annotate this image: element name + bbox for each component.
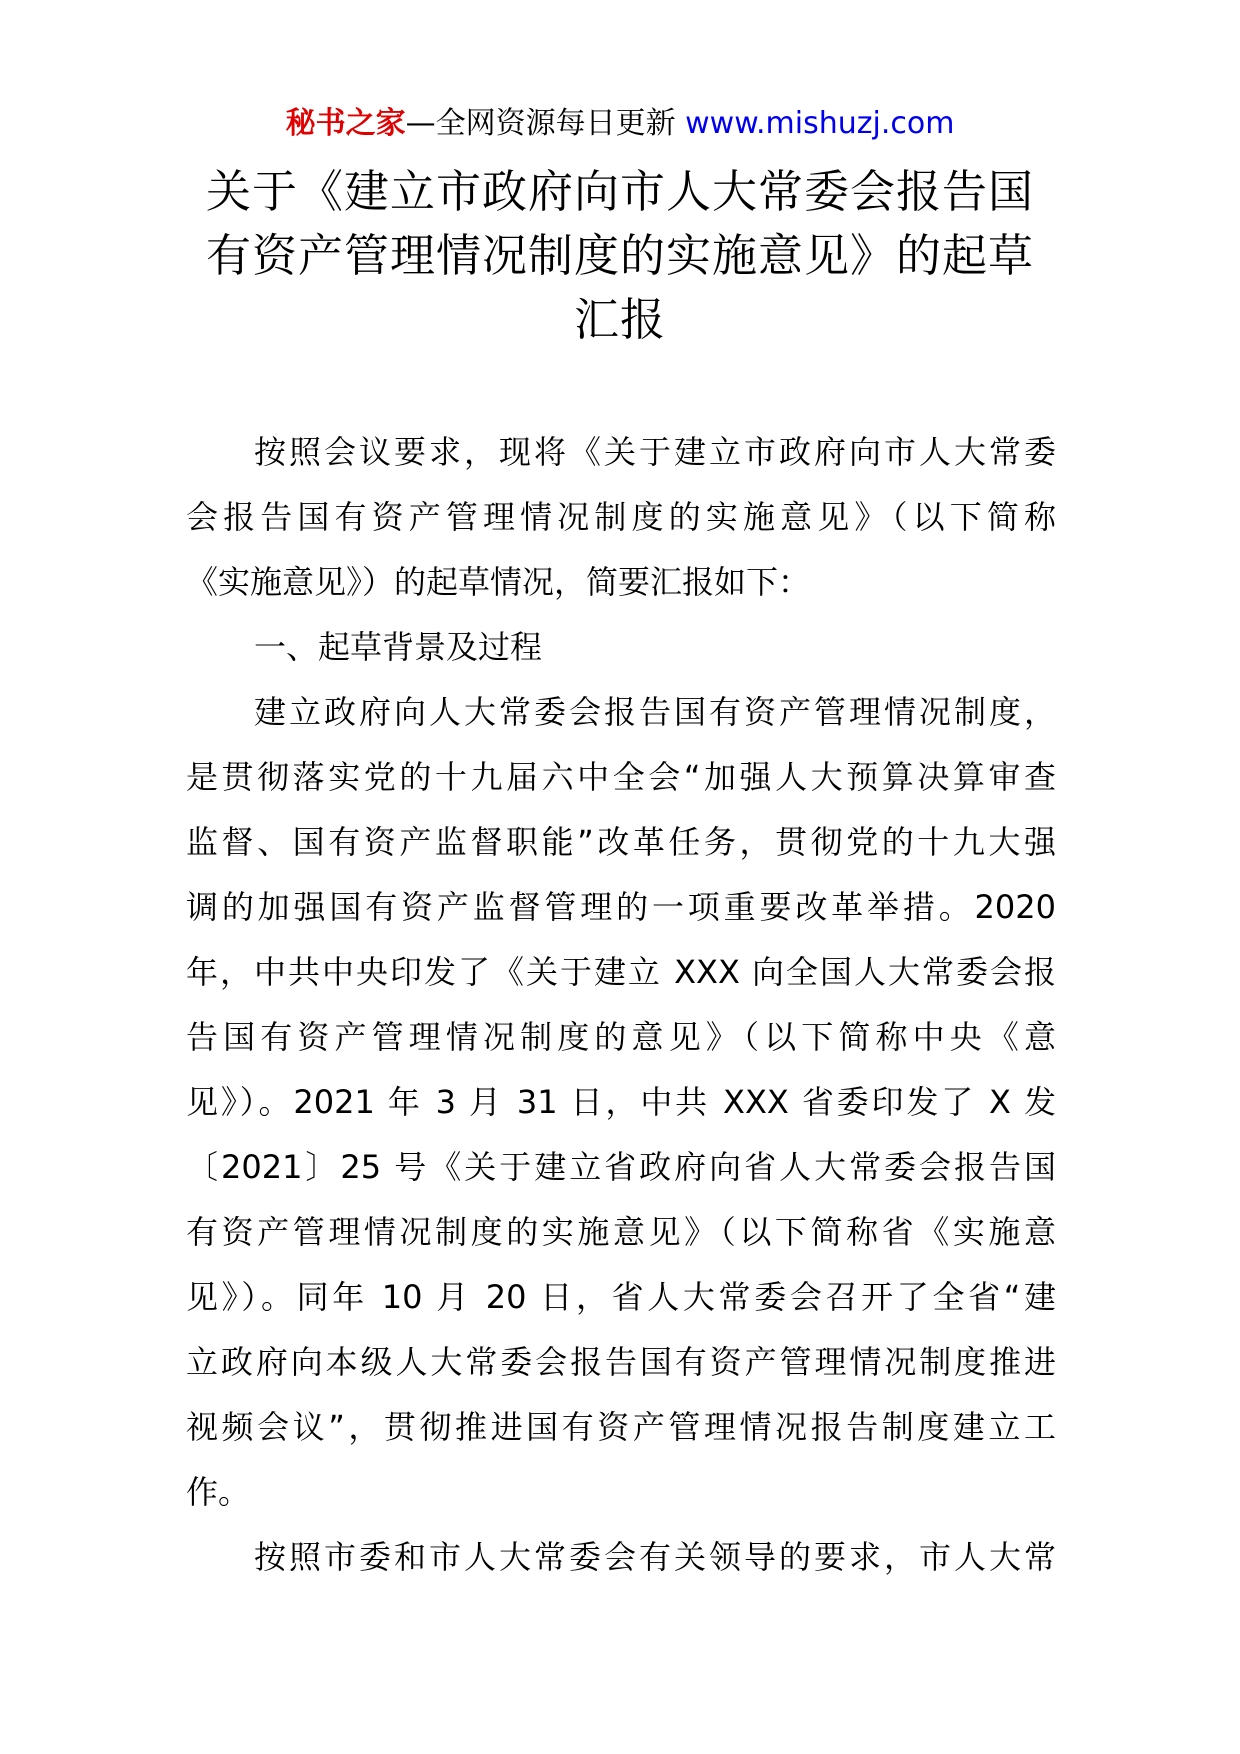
heading-line: 一、起草背景及过程 [254, 628, 543, 666]
site-url-link[interactable]: www.mishuzj.com [685, 106, 955, 141]
document-body [186, 420, 1056, 1590]
text-line: 视频会议”，贯彻推进国有资产管理情况报告制度建立工 [186, 1408, 1056, 1446]
title-line: 关于《建立市政府向市人大常委会报告国 [205, 165, 1034, 218]
title-line: 有资产管理情况制度的实施意见》的起草 [205, 229, 1034, 282]
text-line: 作。 [186, 1473, 251, 1511]
text-line: 告国有资产管理情况制度的意见》（以下简称中央《意 [186, 1018, 1056, 1056]
text-line: 见》）。同年 10 月 20 日，省人大常委会召开了全省“建 [186, 1278, 1056, 1316]
text-line: 调的加强国有资产监督管理的一项重要改革举措。2020 [186, 888, 1056, 926]
paragraph-intro [186, 420, 1056, 615]
text-line: 〔2021〕25 号《关于建立省政府向省人大常委会报告国 [186, 1148, 1056, 1186]
text-line: 按照会议要求，现将《关于建立市政府向市人大常委 [254, 433, 1056, 471]
text-line: 监督、国有资产监督职能”改革任务，贯彻党的十九大强 [186, 823, 1056, 861]
site-brand: 秘书之家 [285, 106, 406, 141]
text-line: 建立政府向人大常委会报告国有资产管理情况制度， [254, 693, 1056, 731]
text-line: 《实施意见》）的起草情况，简要汇报如下： [186, 563, 811, 601]
section-heading [186, 615, 1056, 680]
text-line: 按照市委和市人大常委会有关领导的要求，市人大常 [254, 1538, 1056, 1576]
text-line: 年，中共中央印发了《关于建立 XXX 向全国人大常委会报 [186, 953, 1056, 991]
text-line: 是贯彻落实党的十九届六中全会“加强人大预算决算审查 [186, 758, 1056, 796]
text-line: 会报告国有资产管理情况制度的实施意见》（以下简称 [186, 498, 1056, 536]
document-title [180, 160, 1060, 352]
text-line: 立政府向本级人大常委会报告国有资产管理情况制度推进 [186, 1343, 1056, 1381]
text-line: 见》）。2021 年 3 月 31 日，中共 XXX 省委印发了 X 发 [186, 1083, 1056, 1121]
paragraph-background [186, 680, 1056, 1525]
paragraph-next [186, 1525, 1056, 1590]
title-line: 汇报 [573, 293, 666, 346]
site-banner [0, 104, 1240, 144]
text-line: 有资产管理情况制度的实施意见》（以下简称省《实施意 [186, 1213, 1056, 1251]
site-tagline: —全网资源每日更新 [405, 106, 676, 141]
